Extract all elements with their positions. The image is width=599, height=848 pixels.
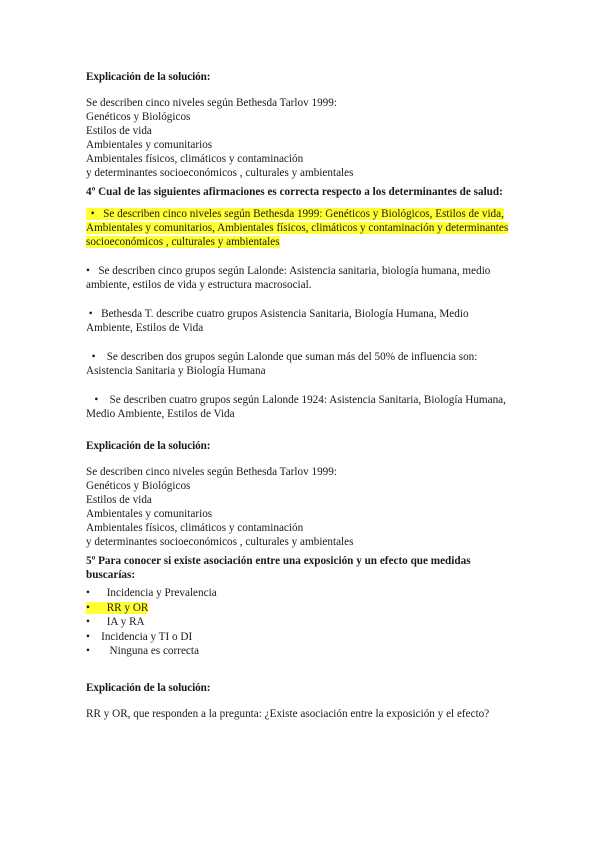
bullet-icon: • xyxy=(86,394,110,406)
bullet-icon: • xyxy=(86,265,99,277)
option-text-highlighted: Se describen cinco niveles según Bethesda 1999: Genéticos y Biológicos, Estilos de vida, Ambientales y comunitarios, Ambientales físicos, climáticos y contaminación y determinantes socioeconómicos , culturales y ambientales xyxy=(86,208,509,248)
explanation-line: Se describen cinco niveles según Bethesda Tarlov 1999: xyxy=(86,466,337,478)
explanation-line: Ambientales físicos, climáticos y contaminación xyxy=(86,522,304,534)
explanation-line: Ambientales y comunitarios xyxy=(86,139,213,151)
bullet-icon: • xyxy=(86,630,102,643)
option-item xyxy=(86,644,516,659)
option-item xyxy=(86,264,516,292)
document-page xyxy=(86,70,516,721)
explanation-line: y determinantes socioeconómicos , culturales y ambientales xyxy=(86,167,354,179)
explanation-line: Se describen cinco niveles según Bethesda Tarlov 1999: xyxy=(86,97,337,109)
bullet-icon: • xyxy=(86,616,107,629)
explanation-heading: Explicación de la solución: xyxy=(86,440,211,452)
question-4: 4º Cual de las siguientes afirmaciones es correcta respecto a los determinantes de salud: xyxy=(86,186,503,198)
bullet-icon: • xyxy=(88,208,104,220)
explanation-heading: Explicación de la solución: xyxy=(86,71,211,83)
explanation-text: RR y OR, que responden a la pregunta: ¿Existe asociación entre la exposición y el efecto? xyxy=(86,707,490,720)
explanation-section-3 xyxy=(86,681,516,721)
option-text: Se describen dos grupos según Lalonde que suman más del 50% de influencia son: Asistencia Sanitaria y Biología Humana xyxy=(86,351,478,377)
option-text: Ninguna es correcta xyxy=(109,645,199,658)
explanation-line: Genéticos y Biológicos xyxy=(86,111,191,123)
question-5-options xyxy=(86,586,516,659)
option-item xyxy=(86,615,516,630)
option-item xyxy=(86,207,516,249)
bullet-icon: • xyxy=(86,587,107,599)
explanation-heading: Explicación de la solución: xyxy=(86,681,211,694)
explanation-line: Genéticos y Biológicos xyxy=(86,480,191,492)
option-text: Incidencia y Prevalencia xyxy=(106,587,217,599)
explanation-line: Estilos de vida xyxy=(86,494,152,506)
explanation-section-2 xyxy=(86,439,516,549)
option-item xyxy=(86,393,516,421)
question-4-options xyxy=(86,207,516,421)
option-text: IA y RA xyxy=(106,616,145,629)
option-text: Bethesda T. describe cuatro grupos Asistencia Sanitaria, Biología Humana, Medio Ambiente, Estilos de Vida xyxy=(86,308,469,334)
option-text: Se describen cinco grupos según Lalonde: Asistencia sanitaria, biología humana, medio ambiente, estilos de vida y estructura macrosocial. xyxy=(86,265,491,291)
bullet-icon: • xyxy=(86,308,102,320)
bullet-icon: • xyxy=(86,645,110,658)
explanation-section-1 xyxy=(86,70,516,180)
explanation-line: y determinantes socioeconómicos , culturales y ambientales xyxy=(86,536,354,548)
option-item xyxy=(86,350,516,378)
option-item xyxy=(86,307,516,335)
option-text: Se describen cuatro grupos según Lalonde 1924: Asistencia Sanitaria, Biología Humana, Medio Ambiente, Estilos de Vida xyxy=(86,394,506,420)
explanation-line: Estilos de vida xyxy=(86,125,152,137)
bullet-icon: • xyxy=(86,601,107,614)
explanation-line: Ambientales y comunitarios xyxy=(86,508,213,520)
explanation-line: Ambientales físicos, climáticos y contaminación xyxy=(86,153,304,165)
option-item xyxy=(86,586,516,601)
option-item xyxy=(86,630,516,645)
option-text-highlighted: RR y OR xyxy=(106,601,149,614)
option-item xyxy=(86,601,516,616)
option-text: Incidencia y TI o DI xyxy=(101,630,193,643)
bullet-icon: • xyxy=(86,351,107,363)
question-5: 5º Para conocer si existe asociación entre una exposición y un efecto que medidas buscarías: xyxy=(86,555,471,581)
